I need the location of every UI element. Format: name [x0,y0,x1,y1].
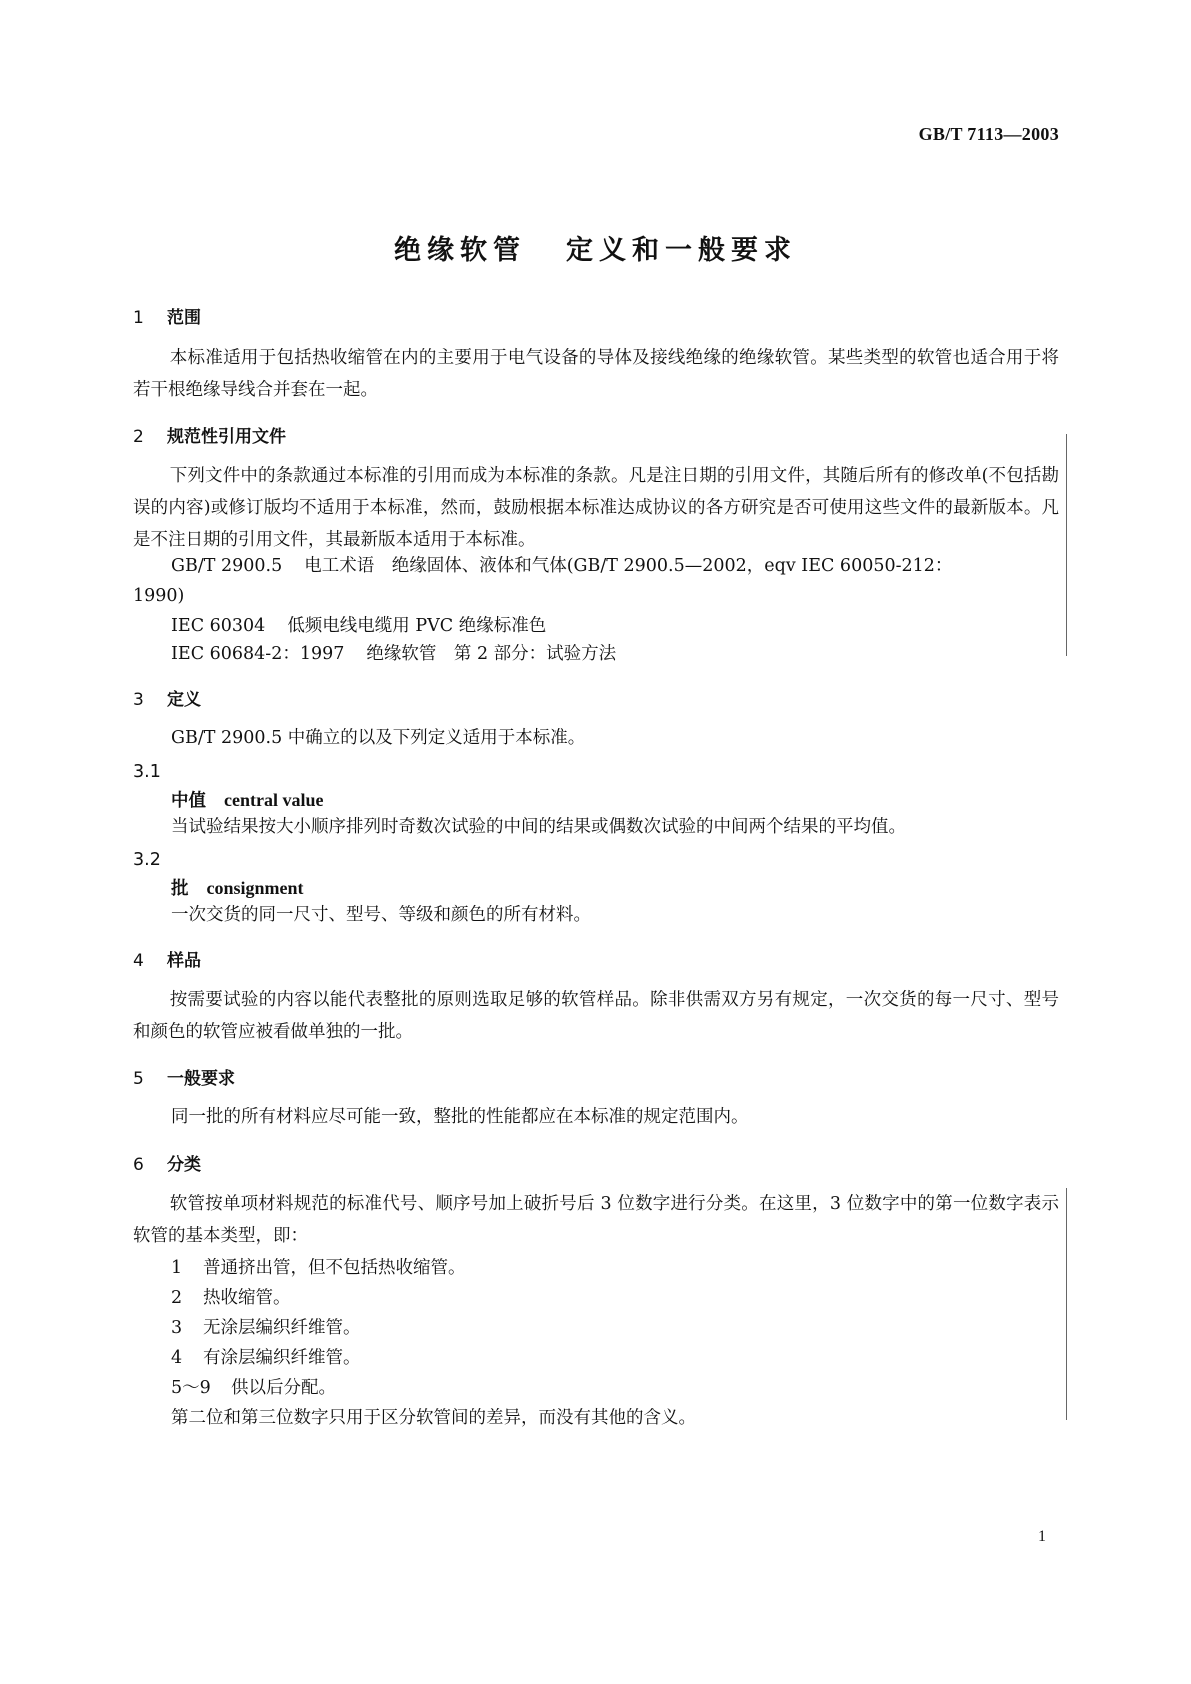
reference-1-cont: 1990) [133,586,185,606]
reference-2: IEC 60304 低频电线电缆用 PVC 绝缘标准色 [171,616,547,636]
section-6-text: 软管按单项材料规范的标准代号、顺序号加上破折号后 3 位数字进行分类。在这里，3 位数字中的第一位数字表示软管的基本类型，即： [133,1194,1059,1246]
section-4-text: 按需要试验的内容以能代表整批的原则选取足够的软管样品。除非供需双方另有规定，一次交货的每一尺寸、型号和颜色的软管应被看做单独的一批。 [133,990,1059,1042]
definition-2-number: 3.2 [133,850,161,870]
reference-3: IEC 60684-2：1997 绝缘软管 第 2 部分：试验方法 [171,644,617,664]
classification-item: 3 无涂层编织纤维管。 [171,1318,361,1338]
section-5-text: 同一批的所有材料应尽可能一致，整批的性能都应在本标准的规定范围内。 [171,1107,749,1127]
definition-2-text: 一次交货的同一尺寸、型号、等级和颜色的所有材料。 [171,905,591,925]
classification-item: 1 普通挤出管，但不包括热收缩管。 [171,1258,466,1278]
revision-bar [1066,1188,1067,1420]
classification-item: 4 有涂层编织纤维管。 [171,1348,361,1368]
title-part-1: 绝缘软管 [394,235,526,266]
classification-item: 2 热收缩管。 [171,1288,291,1308]
standard-code: GB/T 7113—2003 [918,124,1059,144]
section-1-heading: 1 范围 [133,308,201,328]
section-5-heading: 5 一般要求 [133,1069,235,1089]
revision-bar [1066,434,1067,656]
reference-1: GB/T 2900.5 电工术语 绝缘固体、液体和气体(GB/T 2900.5—2002，eqv IEC 60050-212： [171,556,953,576]
definition-1-number: 3.1 [133,762,161,782]
definition-2-term: 批 consignment [171,878,304,899]
section-2-heading: 2 规范性引用文件 [133,427,286,447]
section-6-heading: 6 分类 [133,1155,201,1175]
classification-item: 5～9 供以后分配。 [171,1378,336,1398]
section-3-heading: 3 定义 [133,690,201,710]
section-6-closing: 第二位和第三位数字只用于区分软管间的差异，而没有其他的含义。 [171,1408,696,1428]
section-3-text: GB/T 2900.5 中确立的以及下列定义适用于本标准。 [171,728,586,748]
section-4-heading: 4 样品 [133,951,201,971]
title-part-2: 定义和一般要求 [566,235,797,266]
definition-1-term: 中值 central value [171,790,324,811]
section-2-text: 下列文件中的条款通过本标准的引用而成为本标准的条款。凡是注日期的引用文件，其随后所有的修改单(不包括勘误的内容)或修订版均不适用于本标准，然而，鼓励根据本标准达成协议的各方研究是否可使用这些文件的最新版本。凡是不注日期的引用文件，其最新版本适用于本标准。 [133,466,1059,550]
section-1-text: 本标准适用于包括热收缩管在内的主要用于电气设备的导体及接线绝缘的绝缘软管。某些类型的软管也适合用于将若干根绝缘导线合并套在一起。 [133,348,1059,400]
page-number: 1 [1038,1528,1046,1545]
definition-1-text: 当试验结果按大小顺序排列时奇数次试验的中间的结果或偶数次试验的中间两个结果的平均值。 [171,817,906,837]
document-title [0,228,1191,267]
